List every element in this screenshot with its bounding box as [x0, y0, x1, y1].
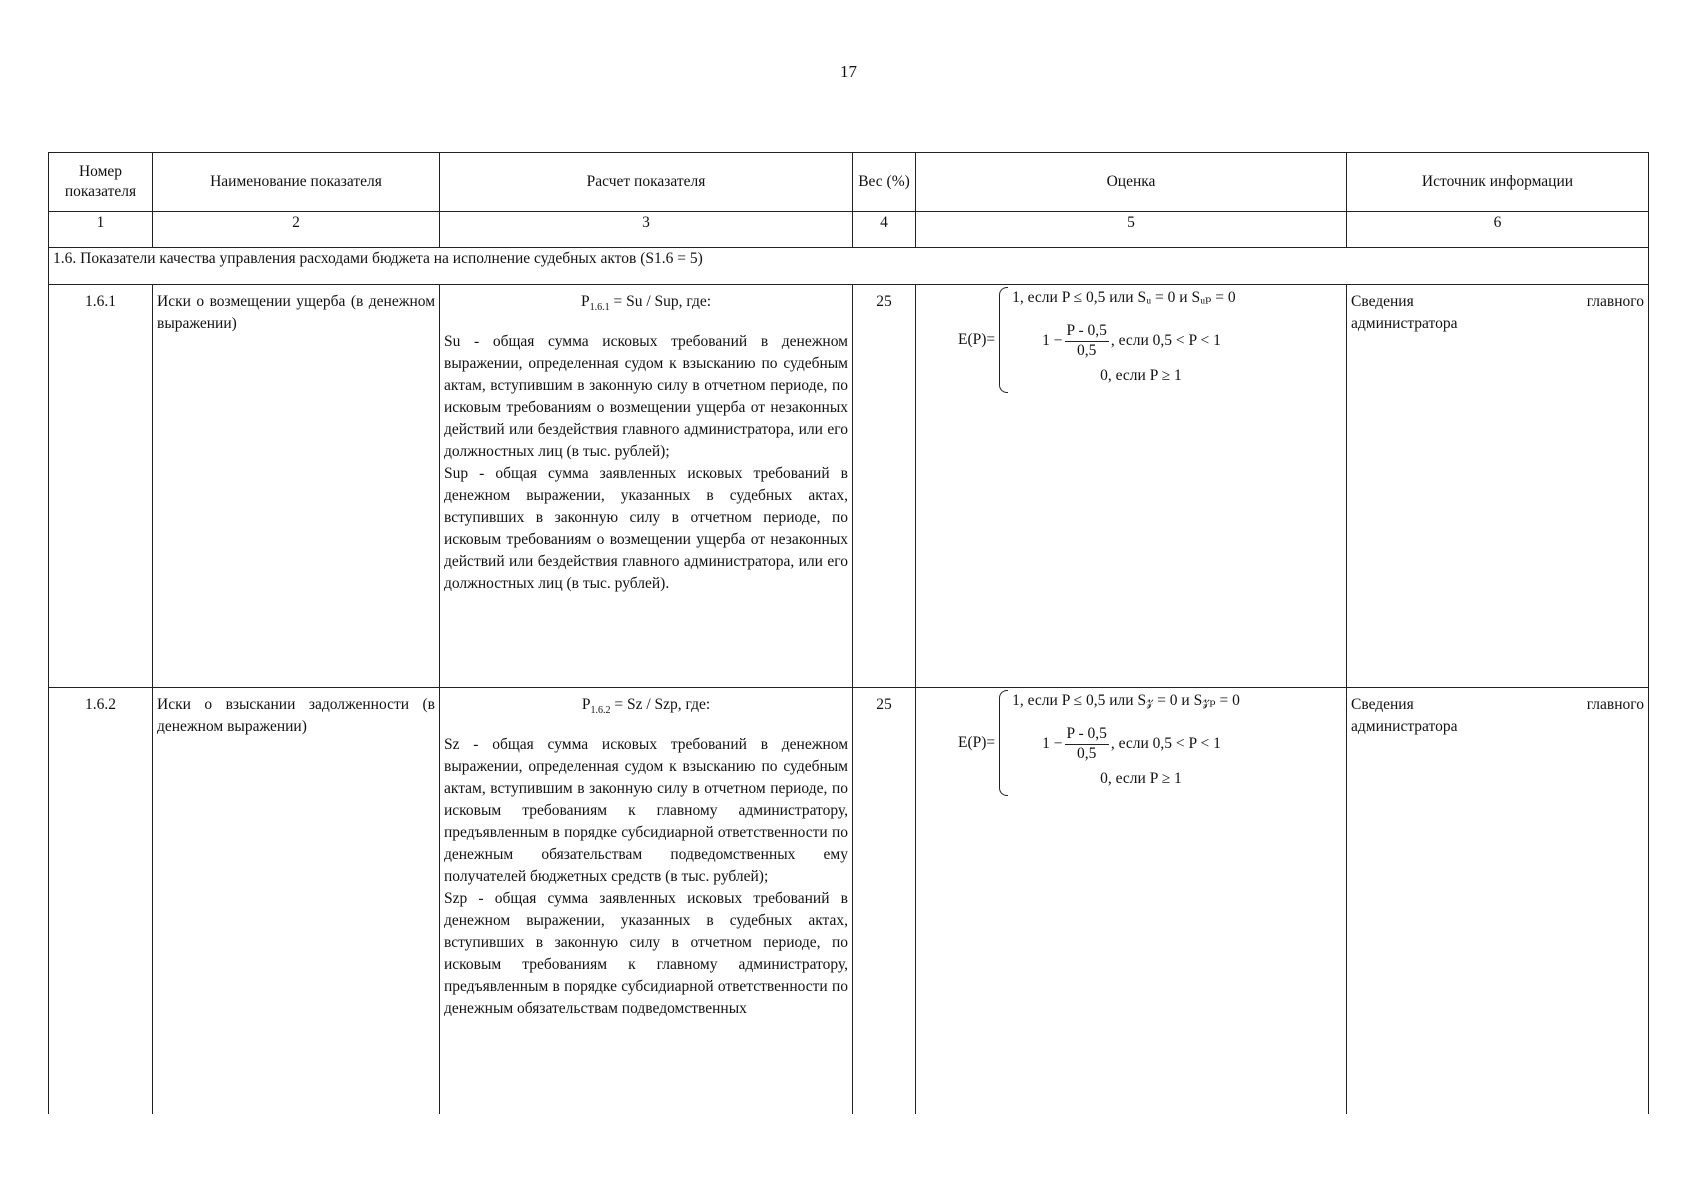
indicator-calculation	[440, 688, 853, 1115]
table-row	[49, 688, 1649, 1115]
header-calc: Расчет показателя	[440, 153, 853, 212]
col-number: 2	[153, 212, 440, 248]
header-evaluation: Оценка	[916, 153, 1347, 212]
header-source: Источник информации	[1347, 153, 1649, 212]
formula-description-szp: Szp - общая сумма заявленных исковых требований в денежном выражении, указанных в судебных актах, вступивших в законную силу в отчетном периоде, по исковым требованиям к главному администратору, предъявленным в порядке субсидиарной ответственности по денежным обязательствам подведомственных	[444, 890, 848, 1018]
col-number: 4	[853, 212, 916, 248]
header-weight: Вес (%)	[853, 153, 916, 212]
formula-description-sz: Sz - общая сумма исковых требований в денежном выражении, определенная судом к взысканию по судебным актам, вступившим в законную силу в отчетном периоде, по исковым требованиям к главному администратору, предъявленным в порядке субсидиарной ответственности по денежным обязательствам подведомственных ему получателей бюджетных средств (в тыс. рублей);	[444, 736, 848, 886]
indicator-number: 1.6.2	[49, 688, 153, 1115]
indicator-weight: 25	[853, 688, 916, 1115]
col-number: 6	[1347, 212, 1649, 248]
piecewise-formula: E(P)= 1, если P ≤ 0,5 или S𝓏 = 0 и S𝓏ₚ = 0 1 − $\frac{P - 0,5}{0,5}$ , если 0,5 < P < 1 0, если P ≥ 1	[958, 690, 1342, 796]
formula-description-sup: Sup - общая сумма заявленных исковых требований в денежном выражении, указанных в судебных актах, вступивших в законную силу в отчетном периоде, по исковым требованиям о возмещении ущерба от незаконных действий или бездействия главного администратора, или его должностных лиц (в тыс. рублей).	[444, 465, 848, 593]
indicators-table	[48, 152, 1649, 1114]
page-number: 17	[840, 62, 857, 81]
piecewise-formula: E(P)= 1, если P ≤ 0,5 или Sᵤ = 0 и Sᵤₚ = 0 1 − $\frac{P - 0,5}{0,5}$ , если 0,5 < P < 1 0, если P ≥ 1	[958, 287, 1342, 393]
indicator-name: Иски о возмещении ущерба (в денежном выражении)	[153, 285, 440, 688]
indicator-source: Сведения главного администратора	[1347, 688, 1649, 1115]
section-title: 1.6. Показатели качества управления расходами бюджета на исполнение судебных актов (S1.6 = 5)	[49, 248, 1649, 285]
brace-icon	[999, 287, 1008, 393]
indicator-evaluation	[916, 285, 1347, 688]
indicator-evaluation	[916, 688, 1347, 1115]
header-name: Наименование показателя	[153, 153, 440, 212]
col-number: 5	[916, 212, 1347, 248]
column-number-row	[49, 212, 1649, 248]
col-number: 3	[440, 212, 853, 248]
formula: $P_{1.6.2} = Sz$ / Szp, где:	[581, 696, 711, 717]
indicator-name: Иски о взыскании задолженности (в денежном выражении)	[153, 688, 440, 1115]
brace-icon	[999, 690, 1008, 796]
formula: $P_{1.6.1} = Su$ / Sup, где:	[580, 293, 712, 314]
indicator-number: 1.6.1	[49, 285, 153, 688]
section-row	[49, 248, 1649, 285]
indicator-weight: 25	[853, 285, 916, 688]
table-row	[49, 285, 1649, 688]
indicator-source: Сведения главного администратора	[1347, 285, 1649, 688]
formula-description-su: Su - общая сумма исковых требований в денежном выражении, определенная судом к взысканию по судебным актам, вступившим в законную силу в отчетном периоде, по исковым требованиям о возмещении ущерба от незаконных действий или бездействия главного администратора, или его должностных лиц (в тыс. рублей);	[444, 333, 848, 461]
indicator-calculation	[440, 285, 853, 688]
col-number: 1	[49, 212, 153, 248]
header-row	[49, 153, 1649, 212]
header-number: Номер показателя	[49, 153, 153, 212]
